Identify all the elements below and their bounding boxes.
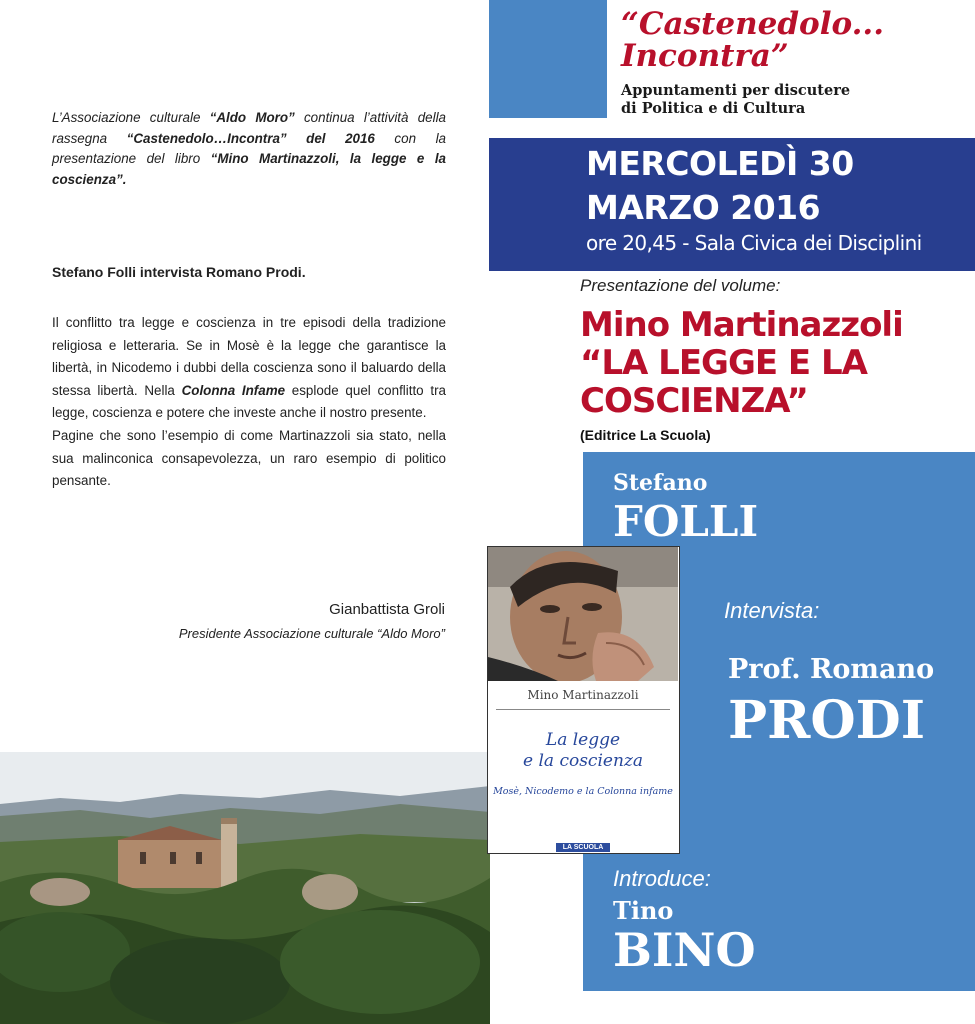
section-heading: Stefano Folli intervista Romano Prodi. bbox=[52, 264, 306, 280]
castenedolo-landscape-photo bbox=[0, 752, 490, 1024]
publisher-label: (Editrice La Scuola) bbox=[580, 427, 711, 443]
colonna-infame-emphasis: Colonna Infame bbox=[181, 382, 286, 398]
book-title-line: Mino Martinazzoli bbox=[580, 305, 903, 345]
description-paragraph: Pagine che sono l’esempio di come Martinazzoli sia stato, nella sua malinconica consapevolezza, un raro esempio di politico pensante. bbox=[52, 427, 446, 489]
book-title-line: “LA LEGGE E LA bbox=[580, 343, 867, 383]
book-description bbox=[52, 312, 446, 493]
intro-text: L’Associazione culturale bbox=[52, 110, 210, 125]
cover-divider bbox=[496, 709, 670, 710]
description-paragraph bbox=[52, 312, 446, 425]
series-title bbox=[621, 8, 884, 72]
interviewer-last-name: FOLLI bbox=[613, 497, 759, 546]
event-date-day: MERCOLEDÌ 30 bbox=[586, 144, 854, 183]
signer-name: Gianbattista Groli bbox=[329, 601, 445, 618]
event-date-month: MARZO 2016 bbox=[586, 188, 821, 227]
association-name: “Aldo Moro” bbox=[209, 110, 295, 125]
book-name: “Mino Martinazzoli, la legge e la coscienza”. bbox=[52, 151, 446, 187]
host-first-name: Tino bbox=[613, 896, 674, 925]
guest-first-name: Prof. Romano bbox=[728, 654, 935, 685]
introduce-label: Introduce: bbox=[613, 866, 711, 891]
series-subtitle-line: di Politica e di Cultura bbox=[621, 100, 806, 117]
description-text: esplode quel conflitto tra legge, coscienza e potere che investe anche il nostro presente. bbox=[52, 382, 446, 421]
book-cover bbox=[487, 546, 680, 854]
cover-subtitle: Mosè, Nicodemo e la Colonna infame bbox=[493, 786, 673, 797]
interviewer-first-name: Stefano bbox=[613, 470, 708, 496]
decorative-blue-square bbox=[489, 0, 607, 118]
publisher-logo: LA SCUOLA bbox=[556, 843, 610, 852]
event-time-place: ore 20,45 - Sala Civica dei Disciplini bbox=[586, 231, 922, 255]
intro-text: continua l’attività della rassegna bbox=[52, 110, 446, 146]
series-name: “Castenedolo…Incontra” del 2016 bbox=[126, 130, 375, 146]
intro-text: con la presentazione del libro bbox=[52, 130, 447, 166]
intro-paragraph bbox=[52, 108, 446, 190]
interview-label: Intervista: bbox=[724, 598, 820, 623]
book-title bbox=[580, 306, 903, 420]
signer-role: Presidente Associazione culturale “Aldo Moro” bbox=[178, 626, 445, 641]
series-title-line: “Castenedolo... bbox=[621, 6, 884, 42]
host-last-name: BINO bbox=[613, 923, 756, 977]
description-text: Il conflitto tra legge e coscienza in tre episodi della tradizione religiosa e letteraria. Se in Mosè è la legge che garantisce la libertà, in Nicodemo i dubbi della coscienza sono il baluardo della stessa libertà. Nella bbox=[52, 315, 446, 398]
presentation-label: Presentazione del volume: bbox=[580, 276, 781, 295]
series-title-line: Incontra” bbox=[621, 38, 789, 74]
cover-title bbox=[488, 730, 678, 772]
series-subtitle-line: Appuntamenti per discutere bbox=[621, 82, 851, 99]
author-portrait bbox=[488, 547, 678, 681]
book-title-line: COSCIENZA” bbox=[580, 381, 808, 421]
series-subtitle bbox=[621, 82, 850, 118]
cover-author: Mino Martinazzoli bbox=[527, 688, 639, 702]
cover-title-line: La legge bbox=[545, 730, 621, 750]
cover-title-line: e la coscienza bbox=[523, 751, 643, 771]
guest-last-name: PRODI bbox=[728, 690, 926, 751]
